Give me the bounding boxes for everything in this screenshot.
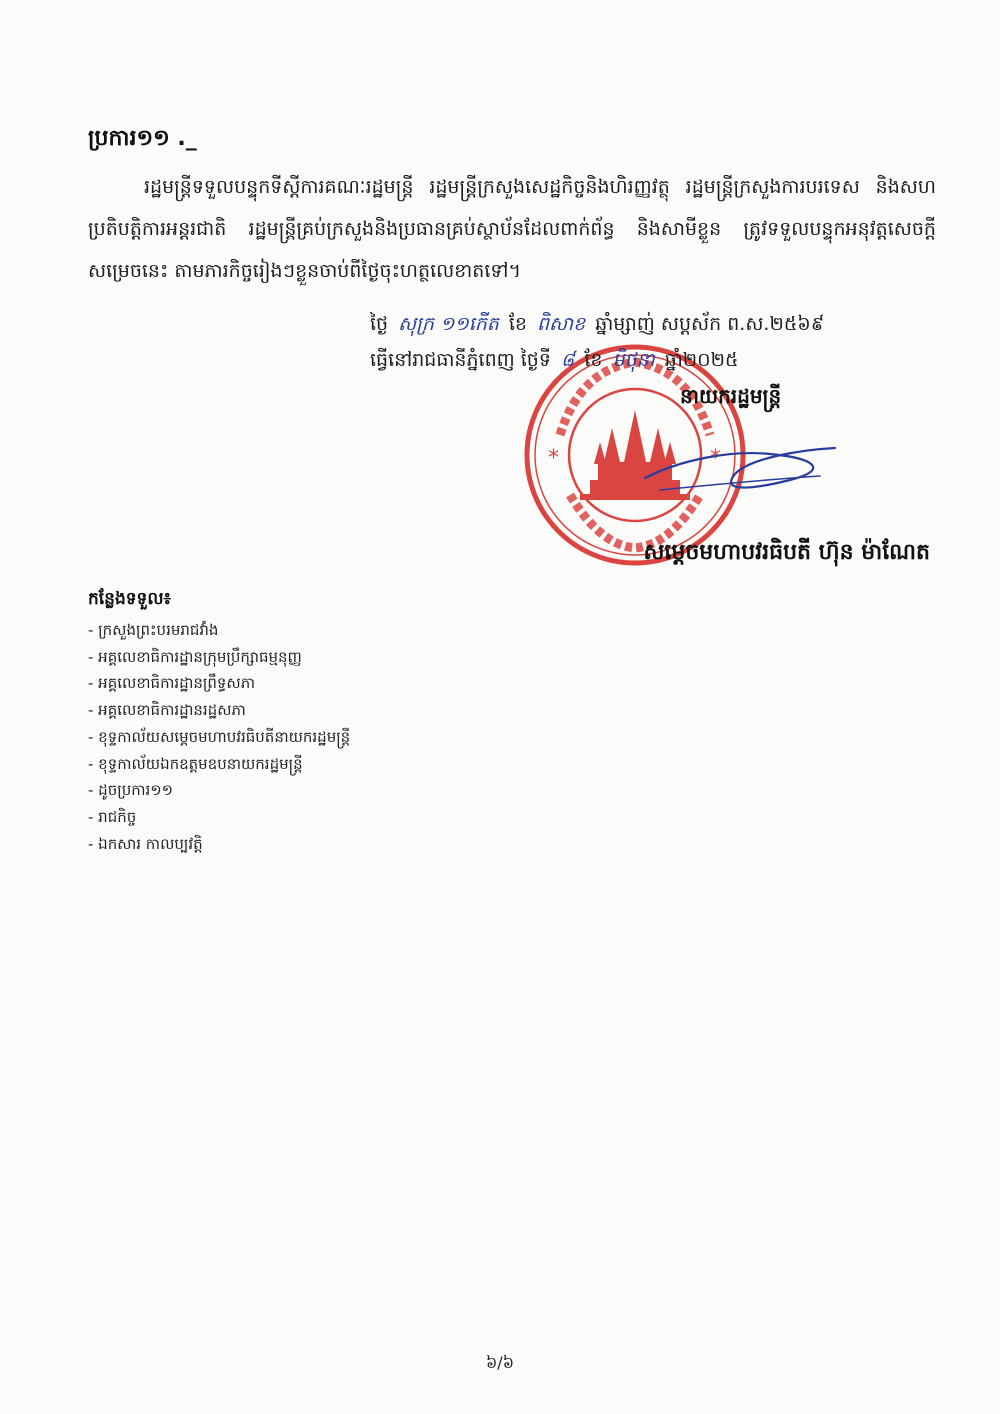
day-label: ថ្ងៃ [370,313,389,335]
place-label: ធ្វើនៅរាជធានីភ្នំពេញ ថ្ងៃទី [370,349,551,371]
list-item: - ខុទ្ទកាល័យសម្តេចមហាបវរធិបតីនាយករដ្ឋមន្ត្រី [88,727,351,746]
solar-year: ឆ្នាំ២០២៥ [664,349,739,371]
article-title: ប្រការ១១ ._ [88,126,197,151]
lunar-month-handwritten: ពិសាខ [536,313,586,335]
signatory-title: នាយករដ្ឋមន្ត្រី [680,384,782,408]
recipients-section [88,588,350,857]
list-item: - អគ្គលេខាធិការដ្ឋានព្រឹទ្ធសភា [88,674,255,693]
list-item: - ខុទ្ទកាល័យឯកឧត្តមឧបនាយករដ្ឋមន្ត្រី [88,754,303,773]
list-item: - អគ្គលេខាធិការដ្ឋានរដ្ឋសភា [88,701,246,720]
list-item: - រាជកិច្ច [88,807,137,826]
signature-icon [640,430,840,510]
solar-month-handwritten: មិថុនា [612,349,655,371]
lunar-day-handwritten: សុក្រ ១១កើត [398,313,499,335]
list-item: - ឯកសារ កាលប្បវត្តិ [88,834,203,853]
lunar-year: ឆ្នាំម្សាញ់ សប្តស័ក ព.ស.២៥៦៩ [595,313,825,335]
recipients-list [88,617,350,857]
svg-text:*: * [548,446,559,471]
month-label-2: ខែ [584,349,603,371]
lunar-date-line [370,306,935,342]
article-body: រដ្ឋមន្ត្រីទទួលបន្ទុកទីស្តីការគណៈរដ្ឋមន្ត្រី រដ្ឋមន្ត្រីក្រសួងសេដ្ឋកិច្ចនិងហិរញ្ញវត្ថុ រដ្ឋមន្ត្រីក្រសួងការបរទេស និងសហប្រតិបត្តិការអន្តរជាតិ រដ្ឋមន្ត្រីគ្រប់ក្រសួងនិងប្រធានគ្រប់ស្ថាប័នដែលពាក់ព័ន្ធ និងសាមីខ្លួន ត្រូវទទួលបន្ទុកអនុវត្តសេចក្តីសម្រេចនេះ តាមភារកិច្ចរៀងៗខ្លួនចាប់ពីថ្ងៃចុះហត្ថលេខាតទៅ។ [88,176,936,282]
page-number: ៦/៦ [485,1353,515,1372]
signatory-name: សម្តេចមហាបវរធិបតី ហ៊ុន ម៉ាណែត [643,540,930,565]
list-item: - ក្រសួងព្រះបរមរាជវាំង [88,621,219,639]
recipients-title: កន្លែងទទួល៖ [88,589,172,609]
solar-date-line [370,342,935,378]
date-block [370,306,935,378]
month-label: ខែ [508,313,527,335]
solar-day-handwritten: ៨ [560,349,575,371]
svg-text:*: * [710,446,721,471]
list-item: - ដូចប្រការ១១ [88,781,173,800]
list-item: - អគ្គលេខាធិការដ្ឋានក្រុមប្រឹក្សាធម្មនុញ្ញ [88,647,302,666]
